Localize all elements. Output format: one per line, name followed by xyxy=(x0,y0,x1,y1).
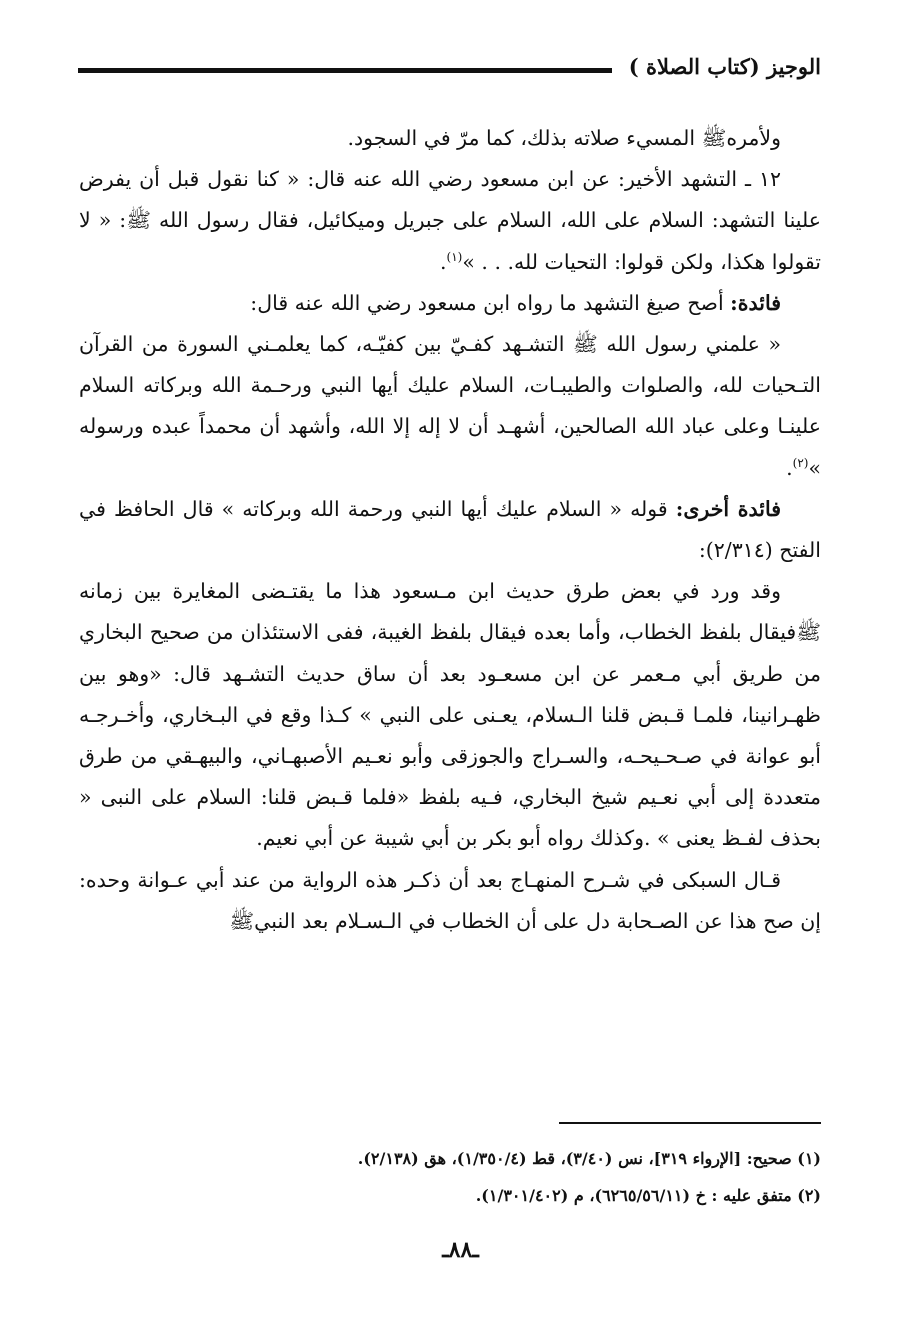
paragraph-1-text: ولأمرهﷺ المسيء صلاته بذلك، كما مرّ في السجود. xyxy=(347,126,781,150)
footnote-2: (٢) متفق عليه : خ (٦٢٦٥/٥٦/١١)، م (١/٣٠١/٤٠٢). xyxy=(475,1186,821,1205)
paragraph-2 xyxy=(79,159,821,283)
paragraph-1 xyxy=(79,118,821,159)
footnote-rule xyxy=(559,1122,821,1124)
paragraph-5-text: قوله « السلام عليك أيها النبي ورحمة الله وبركاته » قال الحافظ في الفتح (٢/٣١٤): xyxy=(79,496,821,563)
section-heading-tashahhud: ١٢ ـ التشهد الأخير: xyxy=(618,167,781,192)
benefit-heading: فائدة: xyxy=(730,290,781,315)
paragraph-6-text: وقد ورد في بعض طرق حديث ابن مـسعود هذا ما يقتـضى المغايرة بين زمانه ﷺفيقال بلفظ الخطاب، وأما بعده فيقال بلفظ الغيبة، ففى الاستئذان من صحيح البخاري من طريق أبي مـعمر عن ابن مسعـود بعد أن ساق حديث التشـهد قال: «وهو بين ظهـرانينا، فلمـا قـبض قلنا الـسلام، يعـنى على النبي » كـذا وقع في البـخاري، وأخـرجـه أبو عوانة في صـحـيحـه، والسـراج والجوزقى وأبو نعـيم الأصبهـاني، والبيهـقي من طرق متعددة إلى أبي نعـيم شيخ البخاري، فـيه بلفظ «فلما قـبض قلنا: السلام على النبى « بحذف لفـظ يعنى » .وكذلك رواه أبو بكر بن أبي شيبة عن أبي نعيم. xyxy=(79,579,821,851)
paragraph-3-text: أصح صيغ التشهد ما رواه ابن مسعود رضي الله عنه قال: xyxy=(250,290,724,315)
page-number: ـ٨٨ـ xyxy=(442,1237,479,1263)
paragraph-7-text: قـال السبكى في شـرح المنهـاج بعد أن ذكـر هذه الرواية من عند أبي عـوانة وحده: إن صح هذا عن الصـحابة دل على أن الخطاب في الـسـلام بعد النبيﷺ xyxy=(79,867,821,933)
footnotes xyxy=(79,1140,821,1214)
footnote-ref-2[interactable]: (٢) xyxy=(792,455,809,470)
header-rule xyxy=(78,68,612,73)
paragraph-4-end: . xyxy=(786,455,793,480)
paragraph-4-text: « علمني رسول الله ﷺ التشـهد كفـيّ بين كفيّـه، كما يعلمـني السورة من القرآن التـحيات لله، والصلوات والطيبـات، السلام عليك أيها النبي ورحـمة الله وبركاته السلام علينـا وعلى عباد الله الصالحين، أشهـد أن لا إله إلا الله، وأشهد أن محمداً عبده ورسوله » xyxy=(79,332,821,480)
footnote-1: (١) صحيح: [الإرواء ٣١٩]، نس (٣/٤٠)، قط (١/٣٥٠/٤)، هق (٢/١٣٨). xyxy=(357,1149,821,1168)
footnote-ref-1[interactable]: (١) xyxy=(446,249,463,264)
paragraph-5 xyxy=(79,489,821,571)
body-text xyxy=(79,118,821,942)
paragraph-7 xyxy=(79,860,821,942)
paragraph-4 xyxy=(79,324,821,489)
paragraph-2-end: . xyxy=(440,249,447,274)
paragraph-2-text: عن ابن مسعود رضي الله عنه قال: « كنا نقول قبل أن يفرض علينا التشهد: السلام على الله، السلام على جبريل وميكائيل، فقال رسول الله ﷺ: « لا تقولوا هكذا، ولكن قولوا: التحيات لله. . . » xyxy=(79,167,821,274)
running-header: الوجيز (كتاب الصلاة ) xyxy=(628,54,821,79)
another-benefit-heading: فائدة أخرى: xyxy=(675,496,781,521)
paragraph-3 xyxy=(79,283,821,324)
paragraph-6 xyxy=(79,571,821,859)
